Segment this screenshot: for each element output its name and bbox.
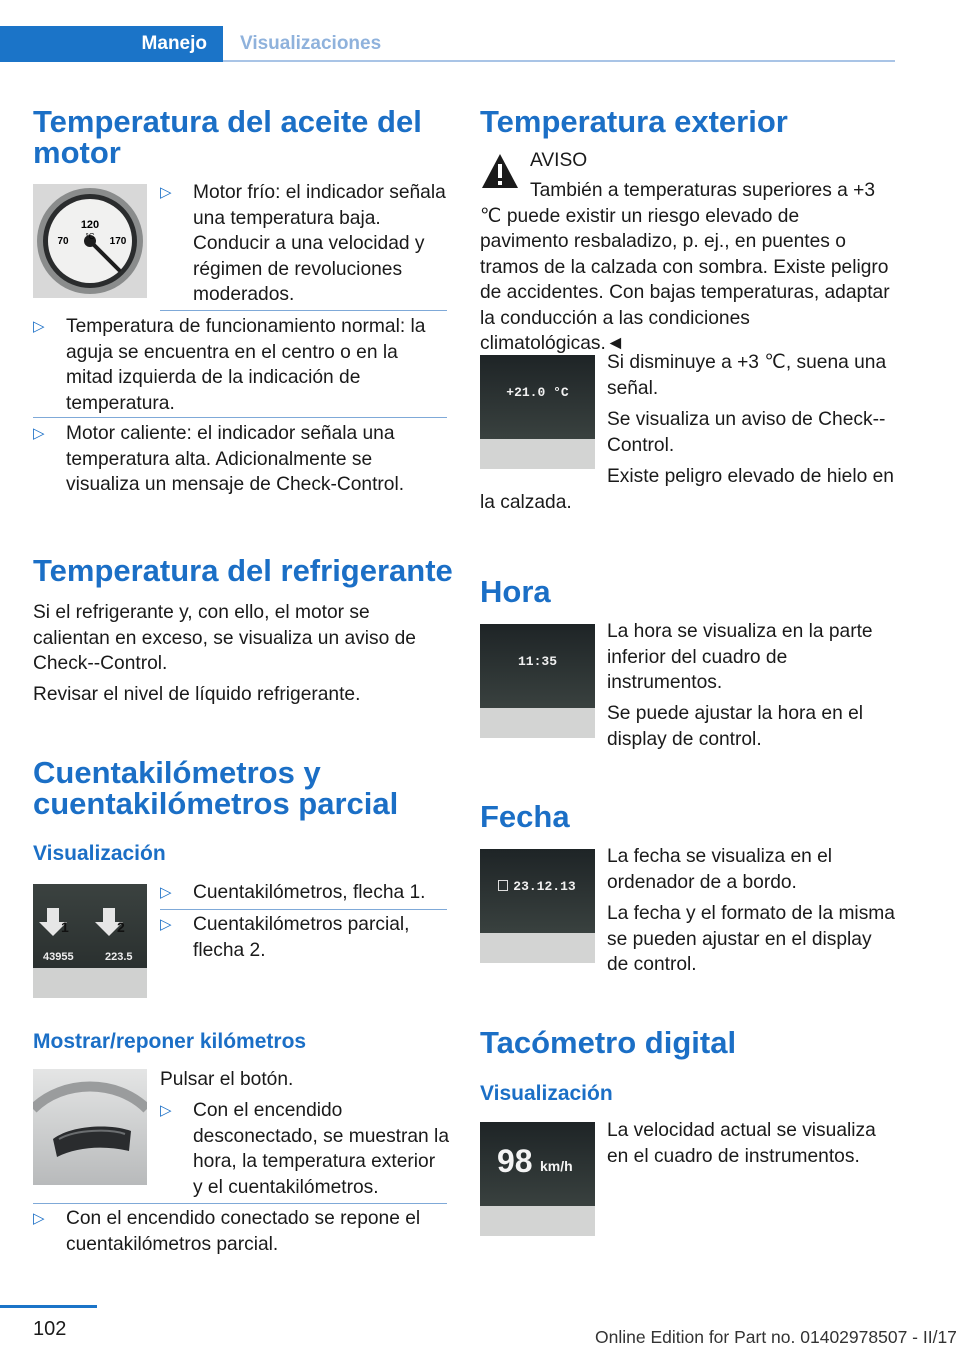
outside-temp-display-image xyxy=(480,355,595,469)
bullet-triangle-icon: ▷ xyxy=(33,1210,45,1227)
date-paragraph-2: La fecha y el formato de la misma se pueden ajustar en el display de control. xyxy=(607,903,895,975)
date-display: 23.12.13 xyxy=(513,879,576,894)
coolant-paragraph-1: Si el refrigerante y, con ello, el motor se calientan en exceso, se visualiza un aviso de Check--Control. xyxy=(33,602,416,674)
oil-item-1 xyxy=(160,180,450,308)
reset-subtitle: Mostrar/reponer kilómetros xyxy=(33,1030,307,1053)
separator xyxy=(160,310,447,311)
time-title: Hora xyxy=(480,574,551,609)
date-display-image xyxy=(480,849,595,963)
display-screen xyxy=(480,624,595,708)
warning-text: También a temperaturas superiores a +3 ℃ puede existir un riesgo elevado de pavimento resbaladizo, p. ej., en puentes o tramos de la calzada con sombra. Existe peligro de accidentes. Con bajas temperaturas, adaptar la conducción a las condiciones climatológicas.◄ xyxy=(480,180,890,354)
coolant-title: Temperatura del refrigerante xyxy=(33,553,453,588)
bullet-triangle-icon: ▷ xyxy=(33,318,45,335)
reset-item-2-text: Con el encendido conectado se repone el cuentakilómetros parcial. xyxy=(66,1208,421,1255)
reset-item-1 xyxy=(160,1098,450,1200)
odometer-subtitle: Visualización xyxy=(33,842,166,865)
date-paragraph-1: La fecha se visualiza en el ordenador de a bordo. xyxy=(607,846,833,893)
separator xyxy=(33,417,447,418)
tab-manejo[interactable] xyxy=(0,26,223,62)
odometer-item-2 xyxy=(160,912,450,963)
tab-visualizaciones-label: Visualizaciones xyxy=(240,33,382,54)
bullet-triangle-icon: ▷ xyxy=(160,916,172,933)
date-title: Fecha xyxy=(480,799,570,834)
tacho-subtitle: Visualización xyxy=(480,1082,613,1105)
display-screen xyxy=(480,1122,595,1206)
reset-item-2 xyxy=(33,1206,447,1257)
reset-item-1-text: Con el encendido desconectado, se muestran la hora, la temperatura exterior y el cuentakilómetros. xyxy=(193,1100,449,1198)
tacho-title: Tacómetro digital xyxy=(480,1025,737,1060)
time-display-image xyxy=(480,624,595,738)
outside-temp-paragraph-1: Si disminuye a +3 ℃, suena una señal. xyxy=(607,352,887,399)
outside-temp-title: Temperatura exterior xyxy=(480,104,788,139)
odometer-title: Cuentakilómetros y cuentakilómetros parcial xyxy=(33,755,399,821)
separator xyxy=(160,909,447,910)
outside-temp-paragraph-3: Existe peligro elevado de hielo en la calzada. xyxy=(480,466,894,513)
trip-value: 223.5 xyxy=(105,951,133,963)
gauge-label-top: 120 xyxy=(80,219,100,231)
odometer-item-1 xyxy=(160,880,450,906)
page-number: 102 xyxy=(33,1318,67,1340)
tacho-display-image xyxy=(480,1122,595,1236)
odometer-item-2-text: Cuentakilómetros parcial, flecha 2. xyxy=(193,914,410,961)
tacho-display-unit: km/h xyxy=(540,1158,573,1174)
bullet-triangle-icon: ▷ xyxy=(160,1102,172,1119)
bullet-triangle-icon: ▷ xyxy=(160,184,172,201)
oil-gauge-image xyxy=(33,184,147,298)
calendar-icon xyxy=(498,880,508,891)
odometer-value: 43955 xyxy=(43,951,74,963)
time-display: 11:35 xyxy=(517,654,557,669)
tab-manejo-label: Manejo xyxy=(141,33,207,54)
tacho-display-value: 98 xyxy=(497,1143,533,1179)
bullet-triangle-icon: ▷ xyxy=(160,884,172,901)
oil-item-1-text: Motor frío: el indicador señala una temperatura baja. Conducir a una velocidad y régimen de revoluciones moderados. xyxy=(193,182,446,305)
oil-item-2 xyxy=(33,314,447,416)
tacho-paragraph-1: La velocidad actual se visualiza en el cuadro de instrumentos. xyxy=(607,1120,876,1167)
button-image xyxy=(33,1069,147,1185)
warning-title: AVISO xyxy=(530,150,588,171)
oil-temp-title: Temperatura del aceite del motor xyxy=(33,104,422,170)
edition-note: Online Edition for Part no. 01402978507 - II/17 xyxy=(595,1327,957,1347)
outside-temp-paragraph-2: Se visualiza un aviso de Check--Control. xyxy=(607,409,886,456)
separator xyxy=(33,1203,447,1204)
outside-temp-display: +21.0 °C xyxy=(506,385,569,400)
arrow-2-number: 2 xyxy=(117,919,125,935)
display-screen xyxy=(480,849,595,933)
header-rule xyxy=(223,60,895,62)
reset-intro: Pulsar el botón. xyxy=(160,1069,294,1090)
display-screen xyxy=(480,355,595,439)
arrow-1-number: 1 xyxy=(61,919,69,935)
gauge-label-right: 170 xyxy=(109,236,127,247)
bullet-triangle-icon: ▷ xyxy=(33,425,45,442)
oil-item-3 xyxy=(33,421,447,498)
time-paragraph-2: Se puede ajustar la hora en el display de control. xyxy=(607,703,864,750)
time-paragraph-1: La hora se visualiza en la parte inferior del cuadro de instrumentos. xyxy=(607,621,873,693)
coolant-paragraph-2: Revisar el nivel de líquido refrigerante. xyxy=(33,684,361,705)
oil-item-3-text: Motor caliente: el indicador señala una temperatura alta. Adicionalmente se visualiza un mensaje de Check-Control. xyxy=(66,423,405,495)
odometer-item-1-text: Cuentakilómetros, flecha 1. xyxy=(193,882,426,903)
tab-visualizaciones[interactable] xyxy=(223,26,381,62)
gauge-label-left: 70 xyxy=(57,236,69,247)
oil-item-2-text: Temperatura de funcionamiento normal: la aguja se encuentra en el centro o en la mitad izquierda de la indicación de temperatura. xyxy=(66,316,426,414)
footer-rule xyxy=(0,1305,97,1308)
odometer-image xyxy=(33,884,147,998)
gauge-label-unit: °C xyxy=(85,232,95,241)
